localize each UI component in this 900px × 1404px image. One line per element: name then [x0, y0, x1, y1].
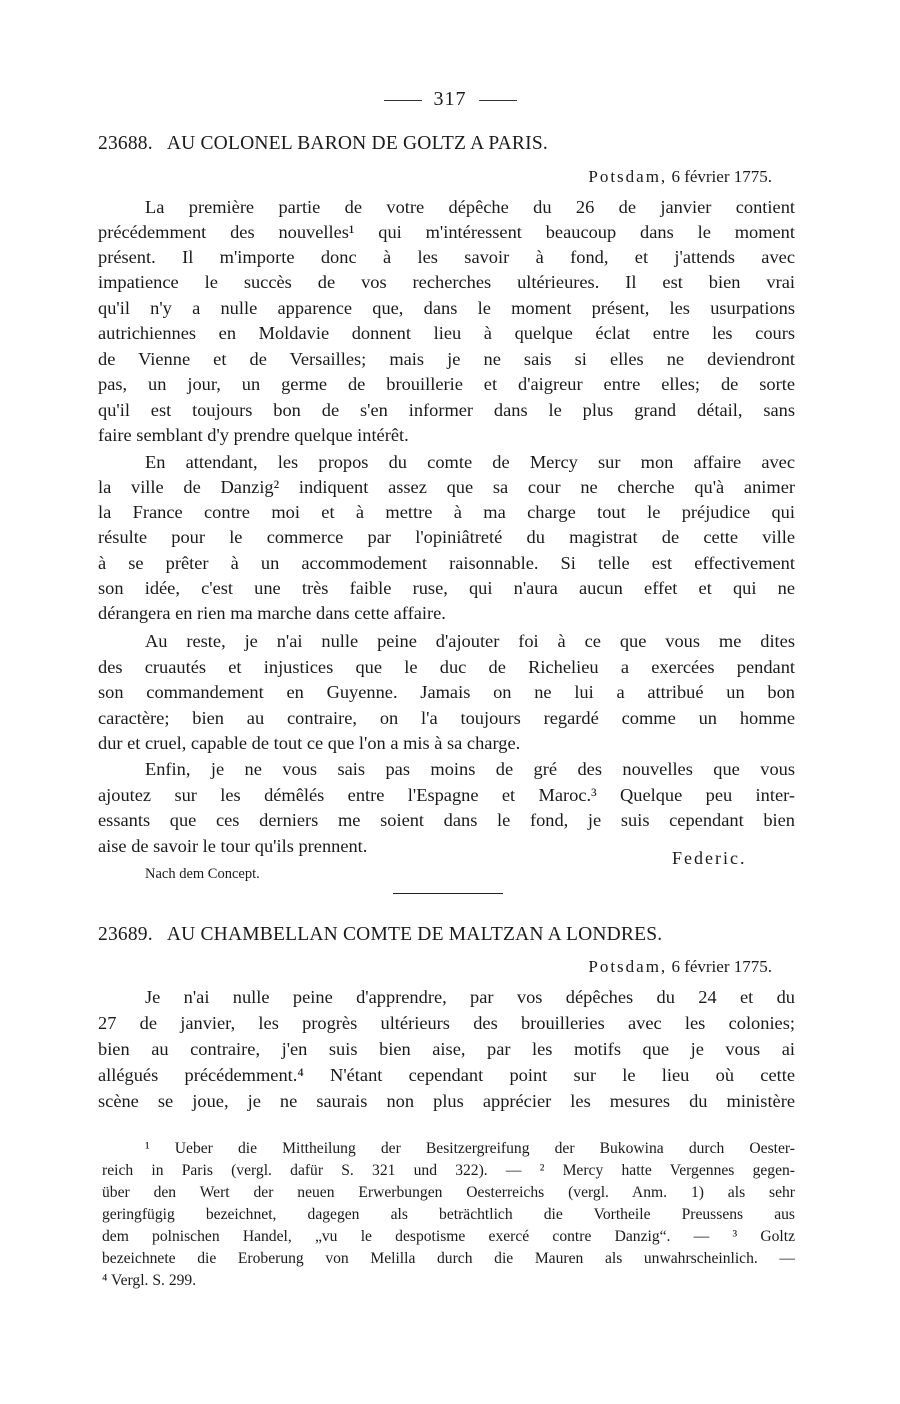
- footnote-line: dem polnischen Handel, „vu le despotisme exercé contre Danzig“. — ³ Goltz: [102, 1228, 795, 1245]
- body-line: Enfin, je ne vous sais pas moins de gré des nouvelles que vous: [145, 759, 795, 779]
- letter1-date: 6 février 1775.: [671, 167, 772, 186]
- body-line: présent. Il m'importe donc à les savoir à fond, et j'attends avec: [98, 247, 795, 267]
- letter2-heading: [98, 924, 798, 946]
- body-line: Au reste, je n'ai nulle peine d'ajouter foi à ce que vous me dites: [145, 631, 795, 651]
- page-number: [0, 88, 900, 111]
- letter2-date-place: Potsdam,: [588, 957, 668, 976]
- body-line: En attendant, les propos du comte de Mercy sur mon affaire avec: [145, 452, 795, 472]
- letter1-source-note: Nach dem Concept.: [145, 866, 260, 882]
- page-number-value: 317: [433, 88, 467, 110]
- body-line: résulte pour le commerce par l'opiniâtreté du magistrat de cette ville: [98, 527, 795, 547]
- footnote-line: reich in Paris (vergl. dafür S. 321 und 322). — ² Mercy hatte Vergennes gegen-: [102, 1162, 795, 1179]
- letter1-heading: [98, 133, 798, 155]
- footnote-line: ⁴ Vergl. S. 299.: [102, 1272, 197, 1289]
- letter2-title: AU CHAMBELLAN COMTE DE MALTZAN A LONDRES.: [166, 924, 663, 945]
- body-line: bien au contraire, j'en suis bien aise, par les motifs que je vous ai: [98, 1039, 795, 1059]
- body-line: dérangera en rien ma marche dans cette affaire.: [98, 603, 446, 623]
- page-number-dash-right: [479, 100, 517, 101]
- body-line: la ville de Danzig² indiquent assez que sa cour ne cherche qu'à animer: [98, 477, 795, 497]
- footnote-line: ¹ Ueber die Mittheilung der Besitzergreifung der Bukowina durch Oester-: [145, 1140, 795, 1157]
- body-line: impatience le succès de vos recherches ultérieures. Il est bien vrai: [98, 272, 795, 292]
- letter1-dateline: [588, 167, 772, 187]
- section-divider: [393, 893, 503, 894]
- letter1-signature: Federic.: [672, 848, 747, 868]
- letter2-number: 23689.: [98, 924, 153, 945]
- body-line: qu'il est toujours bon de s'en informer dans le plus grand détail, sans: [98, 400, 795, 420]
- footnote-line: bezeichnete die Eroberung von Melilla durch die Mauren als unwahrscheinlich. —: [102, 1250, 795, 1267]
- body-line: essants que ces derniers me soient dans le fond, je suis cependant bien: [98, 810, 795, 830]
- body-line: son idée, c'est une très faible ruse, qui n'aura aucun effet et qui ne: [98, 578, 795, 598]
- body-line: dur et cruel, capable de tout ce que l'on a mis à sa charge.: [98, 733, 521, 753]
- body-line: allégués précédemment.⁴ N'étant cependant point sur le lieu où cette: [98, 1065, 795, 1085]
- letter2-dateline: [588, 957, 772, 977]
- body-line: qu'il n'y a nulle apparence que, dans le moment présent, les usurpations: [98, 298, 795, 318]
- body-line: ajoutez sur les démêlés entre l'Espagne et Maroc.³ Quelque peu inter-: [98, 785, 795, 805]
- body-line: la France contre moi et à mettre à ma charge tout le préjudice qui: [98, 502, 795, 522]
- body-line: pas, un jour, un germe de brouillerie et d'aigreur entre elles; de sorte: [98, 374, 795, 394]
- body-line: à se prêter à un accommodement raisonnable. Si telle est effectivement: [98, 553, 795, 573]
- body-line: faire semblant d'y prendre quelque intérêt.: [98, 425, 409, 445]
- body-line: son commandement en Guyenne. Jamais on ne lui a attribué un bon: [98, 682, 795, 702]
- body-line: La première partie de votre dépêche du 26 de janvier contient: [145, 197, 795, 217]
- body-line: aise de savoir le tour qu'ils prennent.: [98, 836, 368, 856]
- body-line: caractère; bien au contraire, on l'a toujours regardé comme un homme: [98, 708, 795, 728]
- footnote-line: über den Wert der neuen Erwerbungen Oesterreichs (vergl. Anm. 1) als sehr: [102, 1184, 795, 1201]
- body-line: scène se joue, je ne saurais non plus apprécier les mesures du ministère: [98, 1091, 795, 1111]
- letter1-title: AU COLONEL BARON DE GOLTZ A PARIS.: [166, 133, 548, 154]
- letter2-date: 6 février 1775.: [671, 957, 772, 976]
- body-line: de Vienne et de Versailles; mais je ne sais si elles ne deviendront: [98, 349, 795, 369]
- footnote-line: geringfügig bezeichnet, dagegen als beträchtlich die Vortheile Preussens aus: [102, 1206, 795, 1223]
- body-line: Je n'ai nulle peine d'apprendre, par vos dépêches du 24 et du: [145, 987, 795, 1007]
- body-line: 27 de janvier, les progrès ultérieurs des brouilleries avec les colonies;: [98, 1013, 795, 1033]
- body-line: des cruautés et injustices que le duc de Richelieu a exercées pendant: [98, 657, 795, 677]
- page-number-dash-left: [384, 100, 422, 101]
- body-line: précédemment des nouvelles¹ qui m'intéressent beaucoup dans le moment: [98, 222, 795, 242]
- letter1-number: 23688.: [98, 133, 153, 154]
- letter1-date-place: Potsdam,: [588, 167, 668, 186]
- body-line: autrichiennes en Moldavie donnent lieu à quelque éclat entre les cours: [98, 323, 795, 343]
